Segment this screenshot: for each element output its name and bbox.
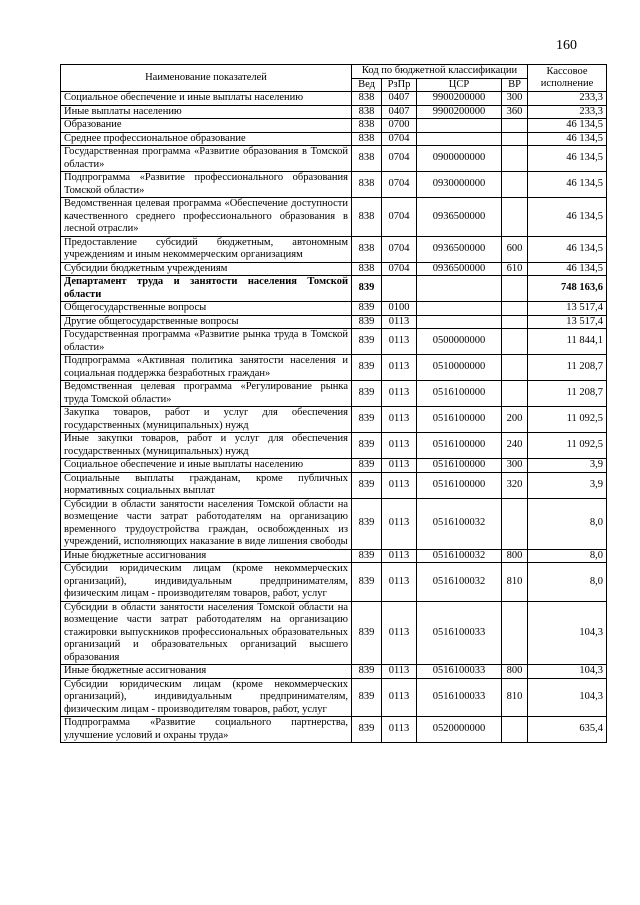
cell-name: Закупка товаров, работ и услуг для обеспечения государственных (муниципальных) нужд [61, 407, 352, 433]
cell-sum: 11 092,5 [528, 433, 607, 459]
budget-execution-table [60, 64, 607, 743]
cell-vr [502, 315, 528, 329]
cell-csr [417, 302, 502, 316]
table-row [61, 329, 607, 355]
table-row [61, 146, 607, 172]
cell-ved: 839 [352, 563, 382, 602]
cell-csr: 0516100000 [417, 433, 502, 459]
cell-vr [502, 302, 528, 316]
cell-csr: 0516100032 [417, 498, 502, 549]
cell-vr [502, 119, 528, 133]
cell-rzpr: 0704 [382, 172, 417, 198]
cell-csr [417, 315, 502, 329]
cell-rzpr: 0113 [382, 381, 417, 407]
cell-rzpr: 0113 [382, 433, 417, 459]
cell-rzpr: 0704 [382, 198, 417, 237]
cell-csr: 0516100000 [417, 459, 502, 473]
cell-rzpr: 0113 [382, 315, 417, 329]
cell-csr: 0516100033 [417, 678, 502, 717]
cell-rzpr: 0113 [382, 665, 417, 679]
table-row [61, 132, 607, 146]
cell-vr [502, 132, 528, 146]
cell-name: Субсидии бюджетным учреждениям [61, 262, 352, 276]
cell-name: Субсидии юридическим лицам (кроме некоммерческих организаций), индивидуальным предпринимателям, физическим лицам - производителям товаров, работ, услуг [61, 563, 352, 602]
cell-ved: 838 [352, 262, 382, 276]
cell-ved: 839 [352, 407, 382, 433]
cell-sum: 748 163,6 [528, 276, 607, 302]
cell-vr: 320 [502, 472, 528, 498]
cell-sum: 11 208,7 [528, 355, 607, 381]
cell-vr [502, 717, 528, 743]
cell-csr: 0516100000 [417, 472, 502, 498]
header-code-group: Код по бюджетной классификации [352, 65, 528, 79]
cell-sum: 46 134,5 [528, 172, 607, 198]
cell-ved: 839 [352, 433, 382, 459]
cell-sum: 46 134,5 [528, 198, 607, 237]
cell-csr [417, 119, 502, 133]
cell-ved: 838 [352, 198, 382, 237]
cell-rzpr: 0113 [382, 459, 417, 473]
cell-ved: 838 [352, 146, 382, 172]
table-row [61, 172, 607, 198]
cell-rzpr: 0113 [382, 355, 417, 381]
table-row [61, 601, 607, 665]
cell-csr: 0936500000 [417, 262, 502, 276]
cell-name: Департамент труда и занятости населения Томской области [61, 276, 352, 302]
cell-sum: 11 844,1 [528, 329, 607, 355]
page-number: 160 [556, 38, 577, 53]
cell-csr: 0516100000 [417, 407, 502, 433]
cell-ved: 838 [352, 132, 382, 146]
cell-ved: 839 [352, 302, 382, 316]
cell-name: Ведомственная целевая программа «Обеспечение доступности качественного среднего профессионального образования в лесной отрасли» [61, 198, 352, 237]
cell-ved: 839 [352, 549, 382, 563]
cell-sum: 104,3 [528, 665, 607, 679]
cell-name: Предоставление субсидий бюджетным, автономным учреждениям и иным некоммерческим организациям [61, 236, 352, 262]
cell-sum: 8,0 [528, 498, 607, 549]
cell-name: Иные бюджетные ассигнования [61, 549, 352, 563]
cell-rzpr: 0704 [382, 262, 417, 276]
cell-rzpr: 0704 [382, 146, 417, 172]
header-sum: Кассовое исполнение [528, 65, 607, 92]
cell-sum: 104,3 [528, 601, 607, 665]
cell-vr: 810 [502, 678, 528, 717]
cell-ved: 838 [352, 92, 382, 106]
cell-sum: 46 134,5 [528, 262, 607, 276]
table-row [61, 119, 607, 133]
cell-sum: 13 517,4 [528, 302, 607, 316]
cell-csr: 0516100033 [417, 665, 502, 679]
header-csr: ЦСР [417, 78, 502, 92]
cell-ved: 839 [352, 601, 382, 665]
cell-vr: 600 [502, 236, 528, 262]
cell-rzpr: 0113 [382, 549, 417, 563]
cell-csr: 0516100033 [417, 601, 502, 665]
table-row [61, 498, 607, 549]
cell-name: Среднее профессиональное образование [61, 132, 352, 146]
table-body [61, 92, 607, 743]
cell-ved: 839 [352, 276, 382, 302]
cell-sum: 11 092,5 [528, 407, 607, 433]
cell-rzpr: 0113 [382, 601, 417, 665]
table-row [61, 105, 607, 119]
cell-rzpr: 0700 [382, 119, 417, 133]
cell-sum: 11 208,7 [528, 381, 607, 407]
cell-name: Иные закупки товаров, работ и услуг для обеспечения государственных (муниципальных) нужд [61, 433, 352, 459]
header-rzpr: РзПр [382, 78, 417, 92]
cell-vr [502, 198, 528, 237]
cell-vr: 300 [502, 459, 528, 473]
table-row [61, 381, 607, 407]
cell-name: Государственная программа «Развитие образования в Томской области» [61, 146, 352, 172]
cell-vr [502, 498, 528, 549]
table-row [61, 665, 607, 679]
cell-sum: 233,3 [528, 92, 607, 106]
header-vr: ВР [502, 78, 528, 92]
cell-ved: 839 [352, 665, 382, 679]
cell-rzpr: 0113 [382, 498, 417, 549]
cell-csr: 0936500000 [417, 236, 502, 262]
table-row [61, 563, 607, 602]
cell-name: Социальное обеспечение и иные выплаты населению [61, 92, 352, 106]
cell-ved: 839 [352, 717, 382, 743]
table-row [61, 315, 607, 329]
cell-csr: 0516100032 [417, 563, 502, 602]
cell-rzpr: 0113 [382, 717, 417, 743]
cell-sum: 8,0 [528, 549, 607, 563]
cell-ved: 839 [352, 315, 382, 329]
cell-rzpr: 0407 [382, 92, 417, 106]
cell-ved: 838 [352, 119, 382, 133]
cell-name: Ведомственная целевая программа «Регулирование рынка труда Томской области» [61, 381, 352, 407]
cell-name: Субсидии в области занятости населения Томской области на возмещение части затрат работодателям на организацию стажировки выпускников профессиональных образовательных организаций и образовательных организаций высшего образования [61, 601, 352, 665]
cell-sum: 233,3 [528, 105, 607, 119]
cell-ved: 839 [352, 678, 382, 717]
cell-vr [502, 381, 528, 407]
cell-ved: 838 [352, 172, 382, 198]
table-row [61, 355, 607, 381]
cell-name: Субсидии в области занятости населения Томской области на возмещение части затрат работодателям на организацию временного трудоустройства граждан, освобожденных из учреждений, исполняющих наказание в виде лишения свободы [61, 498, 352, 549]
cell-rzpr: 0704 [382, 236, 417, 262]
cell-rzpr: 0113 [382, 472, 417, 498]
cell-vr [502, 172, 528, 198]
table-row [61, 717, 607, 743]
cell-vr [502, 601, 528, 665]
cell-name: Другие общегосударственные вопросы [61, 315, 352, 329]
cell-rzpr: 0407 [382, 105, 417, 119]
cell-ved: 839 [352, 355, 382, 381]
cell-vr: 810 [502, 563, 528, 602]
cell-vr: 360 [502, 105, 528, 119]
cell-name: Подпрограмма «Развитие профессионального образования Томской области» [61, 172, 352, 198]
cell-name: Субсидии юридическим лицам (кроме некоммерческих организаций), индивидуальным предпринимателям, физическим лицам - производителям товаров, работ, услуг [61, 678, 352, 717]
cell-name: Социальное обеспечение и иные выплаты населению [61, 459, 352, 473]
cell-csr: 9900200000 [417, 92, 502, 106]
cell-vr: 800 [502, 665, 528, 679]
cell-csr: 0900000000 [417, 146, 502, 172]
cell-sum: 3,9 [528, 472, 607, 498]
cell-vr [502, 329, 528, 355]
header-name: Наименование показателей [61, 65, 352, 92]
cell-sum: 46 134,5 [528, 132, 607, 146]
cell-ved: 838 [352, 105, 382, 119]
cell-csr: 0936500000 [417, 198, 502, 237]
cell-csr: 0500000000 [417, 329, 502, 355]
cell-ved: 839 [352, 459, 382, 473]
cell-vr: 300 [502, 92, 528, 106]
table-row [61, 198, 607, 237]
cell-name: Подпрограмма «Активная политика занятости населения и социальная поддержка безработных граждан» [61, 355, 352, 381]
cell-sum: 46 134,5 [528, 119, 607, 133]
cell-vr: 610 [502, 262, 528, 276]
cell-rzpr: 0704 [382, 132, 417, 146]
cell-sum: 46 134,5 [528, 146, 607, 172]
cell-csr: 0516100000 [417, 381, 502, 407]
cell-csr: 0520000000 [417, 717, 502, 743]
cell-name: Иные бюджетные ассигнования [61, 665, 352, 679]
cell-vr: 200 [502, 407, 528, 433]
cell-rzpr: 0100 [382, 302, 417, 316]
cell-name: Государственная программа «Развитие рынка труда в Томской области» [61, 329, 352, 355]
cell-name: Подпрограмма «Развитие социального партнерства, улучшение условий и охраны труда» [61, 717, 352, 743]
cell-csr [417, 132, 502, 146]
cell-csr [417, 276, 502, 302]
table-row [61, 302, 607, 316]
cell-csr: 0930000000 [417, 172, 502, 198]
cell-name: Образование [61, 119, 352, 133]
table-row [61, 236, 607, 262]
cell-vr: 800 [502, 549, 528, 563]
cell-name: Иные выплаты населению [61, 105, 352, 119]
table-row [61, 678, 607, 717]
cell-ved: 839 [352, 498, 382, 549]
cell-ved: 839 [352, 472, 382, 498]
table-row [61, 459, 607, 473]
table-row [61, 262, 607, 276]
cell-sum: 104,3 [528, 678, 607, 717]
cell-csr: 9900200000 [417, 105, 502, 119]
cell-ved: 838 [352, 236, 382, 262]
cell-csr: 0516100032 [417, 549, 502, 563]
table-row [61, 472, 607, 498]
cell-rzpr: 0113 [382, 563, 417, 602]
cell-rzpr: 0113 [382, 678, 417, 717]
cell-name: Социальные выплаты гражданам, кроме публичных нормативных социальных выплат [61, 472, 352, 498]
table-row [61, 549, 607, 563]
cell-vr [502, 355, 528, 381]
cell-rzpr: 0113 [382, 329, 417, 355]
cell-sum: 46 134,5 [528, 236, 607, 262]
cell-rzpr: 0113 [382, 407, 417, 433]
cell-sum: 13 517,4 [528, 315, 607, 329]
cell-ved: 839 [352, 381, 382, 407]
table-row [61, 276, 607, 302]
cell-vr [502, 276, 528, 302]
cell-csr: 0510000000 [417, 355, 502, 381]
table-row [61, 92, 607, 106]
cell-sum: 8,0 [528, 563, 607, 602]
cell-ved: 839 [352, 329, 382, 355]
cell-rzpr [382, 276, 417, 302]
table-row [61, 433, 607, 459]
header-ved: Вед [352, 78, 382, 92]
cell-sum: 635,4 [528, 717, 607, 743]
cell-name: Общегосударственные вопросы [61, 302, 352, 316]
cell-vr [502, 146, 528, 172]
cell-sum: 3,9 [528, 459, 607, 473]
table-row [61, 407, 607, 433]
cell-vr: 240 [502, 433, 528, 459]
